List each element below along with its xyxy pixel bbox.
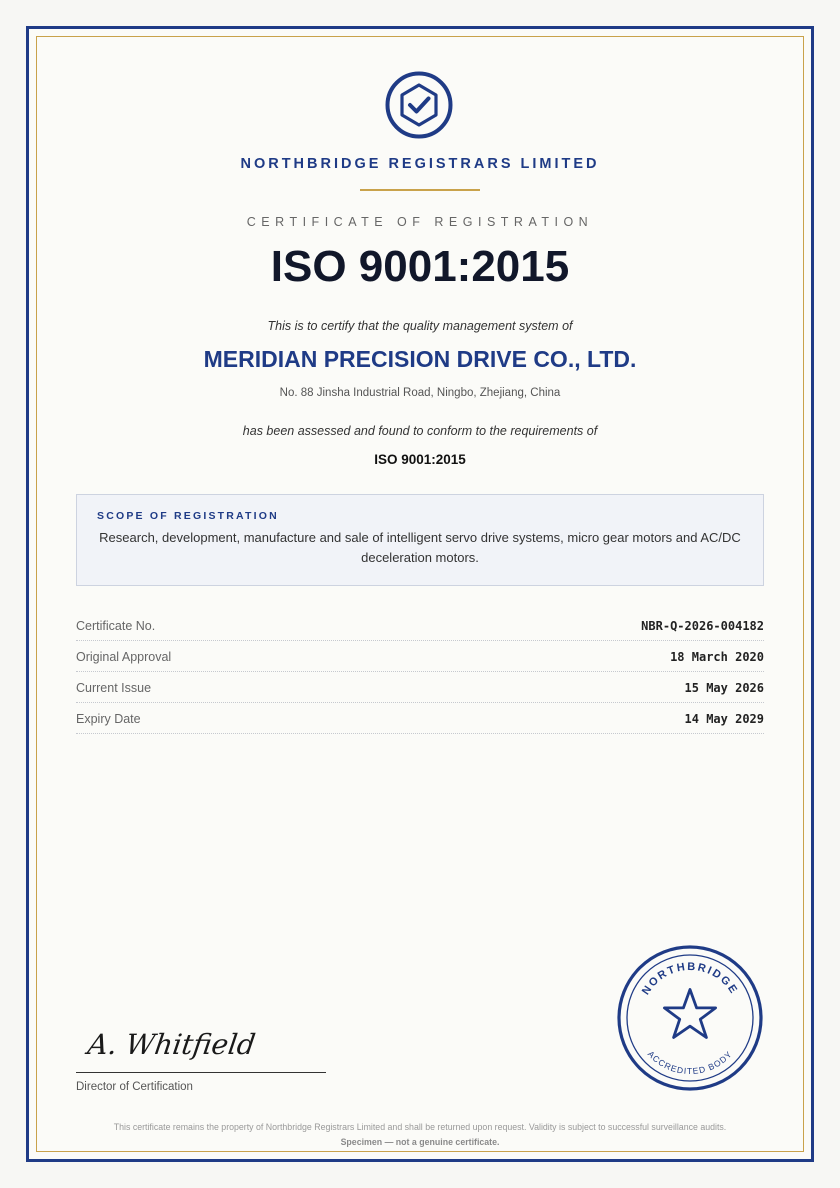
footer-notice: This certificate remains the property of Northbridge Registrars Limited and shall be returned upon request. Validity is subject to successful surveillance audits. bbox=[113, 1122, 727, 1132]
seal-top-text: NORTHBRIDGE bbox=[639, 960, 741, 998]
detail-label: Original Approval bbox=[76, 650, 172, 664]
detail-value: 15 May 2026 bbox=[684, 681, 764, 695]
standard-title: ISO 9001:2015 bbox=[270, 242, 570, 291]
detail-value: NBR-Q-2026-004182 bbox=[641, 619, 764, 633]
signature-line bbox=[76, 1072, 326, 1073]
company-name: MERIDIAN PRECISION DRIVE CO., LTD. bbox=[203, 346, 637, 372]
detail-row bbox=[76, 642, 764, 672]
certificate bbox=[36, 36, 804, 1152]
intro-text: This is to certify that the quality management system of bbox=[267, 319, 573, 333]
standard-reference: ISO 9001:2015 bbox=[374, 452, 466, 467]
detail-label: Current Issue bbox=[76, 681, 152, 695]
issuer-name: NORTHBRIDGE REGISTRARS LIMITED bbox=[240, 156, 600, 172]
hexagon-check-icon bbox=[385, 71, 453, 139]
company-address: No. 88 Jinsha Industrial Road, Ningbo, Zhejiang, China bbox=[279, 387, 561, 399]
specimen-notice: Specimen — not a genuine certificate. bbox=[340, 1137, 500, 1147]
seal-bottom-text: ACCREDITED BODY bbox=[645, 1048, 735, 1077]
detail-row bbox=[76, 704, 764, 734]
detail-row bbox=[76, 611, 764, 641]
detail-label: Expiry Date bbox=[76, 712, 141, 726]
detail-value: 18 March 2020 bbox=[670, 650, 764, 664]
detail-row bbox=[76, 673, 764, 703]
star-icon bbox=[664, 990, 715, 1038]
accreditation-seal bbox=[616, 944, 764, 1092]
svg-text:ACCREDITED BODY bbox=[646, 1049, 734, 1076]
details-table bbox=[76, 611, 764, 735]
conformity-text: has been assessed and found to conform to the requirements of bbox=[242, 424, 598, 438]
signatory-title: Director of Certification bbox=[76, 1081, 193, 1093]
scope-box bbox=[76, 494, 764, 586]
certificate-type: CERTIFICATE OF REGISTRATION bbox=[246, 215, 594, 229]
signature: A. Whitfield bbox=[85, 1028, 258, 1061]
footer bbox=[36, 1120, 804, 1150]
detail-label: Certificate No. bbox=[76, 619, 156, 633]
scope-text: Research, development, manufacture and sale of intelligent servo drive systems, micro gear motors and AC/DC deceleration motors. bbox=[99, 530, 741, 565]
gold-divider bbox=[360, 189, 480, 191]
detail-value: 14 May 2029 bbox=[684, 712, 764, 726]
scope-heading: SCOPE OF REGISTRATION bbox=[97, 510, 279, 522]
